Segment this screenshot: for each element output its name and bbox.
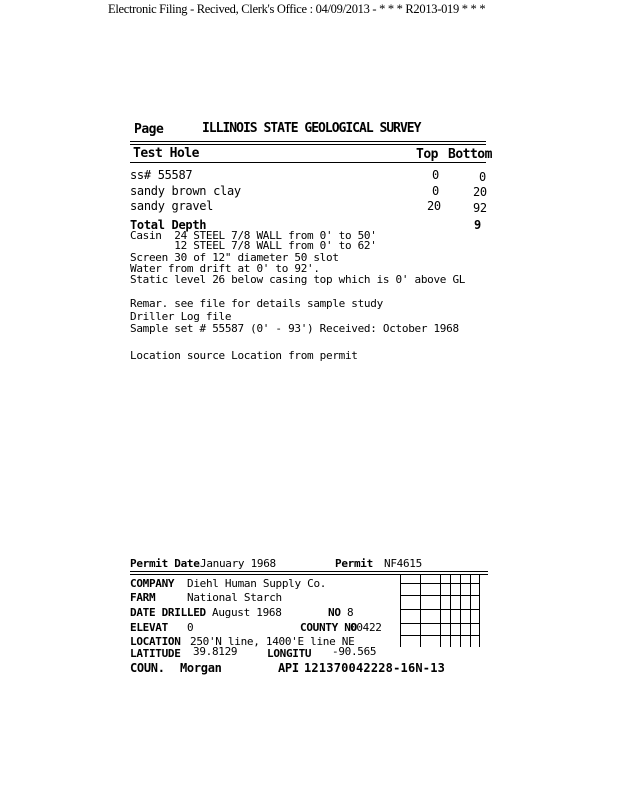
- no-value: 8: [347, 606, 354, 619]
- table-row-name: sandy gravel: [130, 199, 214, 213]
- col-bottom: Bottom: [448, 147, 492, 162]
- header-rule-bottom: [130, 144, 486, 145]
- table-header-rule: [130, 162, 486, 163]
- table-row-name: ss# 55587: [130, 168, 193, 182]
- longitude-label: LONGITU: [267, 647, 312, 660]
- table-row-top: 0: [432, 184, 439, 198]
- section-grid: [400, 575, 480, 647]
- county-no-label: COUNTY NO: [300, 621, 357, 634]
- table-row-bottom: 92: [473, 201, 487, 215]
- filing-stamp: Electronic Filing - Recived, Clerk's Office : 04/09/2013 - * * * R2013-019 * * *: [108, 2, 486, 16]
- longitude-value: -90.565: [332, 645, 377, 658]
- api-label: API: [278, 661, 299, 675]
- api-value: 121370042228-16N-13: [304, 661, 446, 675]
- permit-rule-top: [130, 571, 488, 572]
- no-label: NO: [328, 606, 341, 619]
- remarks-line: Remar. see file for details sample study: [130, 297, 383, 310]
- date-drilled-label: DATE DRILLED: [130, 606, 206, 619]
- latitude-value: 39.8129: [193, 645, 238, 658]
- screen-line: Screen 30 of 12" diameter 50 slot: [130, 251, 339, 264]
- table-row-bottom: 0: [479, 170, 486, 184]
- permit-number-value: NF4615: [384, 557, 422, 570]
- driller-log-line: Driller Log file: [130, 310, 232, 323]
- table-row-bottom: 20: [473, 185, 487, 199]
- location-value: 250'N line, 1400'E line NE: [190, 635, 355, 648]
- col-top: Top: [416, 147, 438, 162]
- location-label: LOCATION: [130, 635, 181, 648]
- casing-line-2: 12 STEEL 7/8 WALL from 0' to 62': [130, 239, 377, 252]
- table-row-name: sandy brown clay: [130, 184, 241, 198]
- county-value: Morgan: [180, 661, 222, 675]
- company-label: COMPANY: [130, 577, 175, 590]
- table-row-top: 20: [427, 199, 441, 213]
- page-label: Page: [134, 122, 164, 137]
- elevation-value: 0: [187, 621, 194, 634]
- sample-set-line: Sample set # 55587 (0' - 93') Received: October 1968: [130, 322, 459, 335]
- permit-number-label: Permit: [335, 557, 373, 570]
- table-row-top: 0: [432, 168, 439, 182]
- permit-date-value: January 1968: [200, 557, 276, 570]
- static-level-line: Static level 26 below casing top which is 0' above GL: [130, 273, 466, 286]
- total-depth-value: 9: [474, 218, 481, 232]
- farm-label: FARM: [130, 591, 156, 604]
- total-depth-label: Total Depth: [130, 218, 207, 232]
- water-line: Water from drift at 0' to 92'.: [130, 262, 320, 275]
- county-label: COUN.: [130, 661, 165, 675]
- date-drilled-value: August 1968: [212, 606, 282, 619]
- location-source-line: Location source Location from permit: [130, 349, 358, 362]
- header-rule-top: [130, 141, 486, 142]
- agency-title: ILLINOIS STATE GEOLOGICAL SURVEY: [202, 121, 421, 136]
- elevation-label: ELEVAT: [130, 621, 168, 634]
- company-value: Diehl Human Supply Co.: [187, 577, 327, 590]
- casing-line-1: Casin 24 STEEL 7/8 WALL from 0' to 50': [130, 229, 377, 242]
- farm-value: National Starch: [187, 591, 282, 604]
- col-test-hole: Test Hole: [133, 146, 199, 161]
- latitude-label: LATITUDE: [130, 647, 181, 660]
- permit-date-label: Permit Date: [130, 557, 200, 570]
- county-no-value: 00422: [350, 621, 382, 634]
